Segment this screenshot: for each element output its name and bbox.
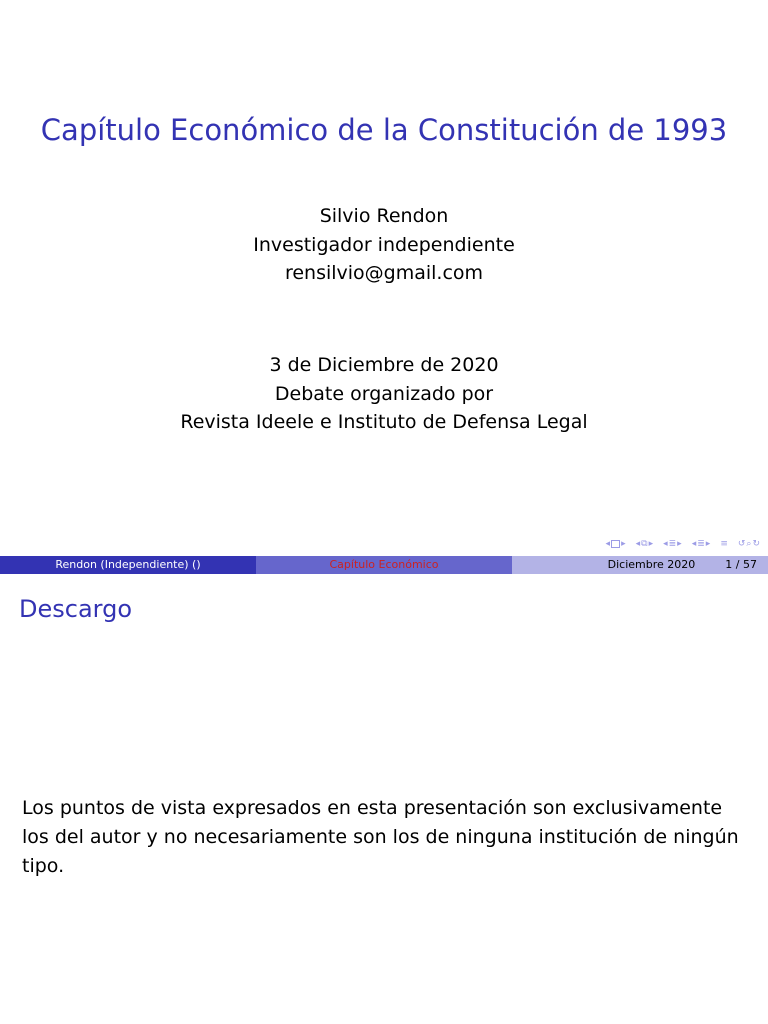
footline-right (512, 556, 768, 574)
author-affiliation: Investigador independiente (253, 233, 515, 256)
presentation-date: 3 de Diciembre de 2020 (269, 354, 499, 376)
nav-search-icon[interactable]: ↺ ⌕ ↻ (737, 539, 760, 549)
author-name: Silvio Rendon (319, 205, 449, 227)
footline-date: Diciembre 2020 (607, 558, 696, 571)
footline-short-title: Capítulo Económico (256, 556, 512, 574)
presentation-title: Capítulo Económico de la Constitución de 1993 (40, 113, 728, 147)
event-line-2: Revista Ideele e Instituto de Defensa Legal (180, 411, 588, 433)
frame-title: Descargo (19, 595, 133, 623)
date-block (0, 351, 768, 437)
nav-slide-icon[interactable]: ◂ ▸ (605, 539, 626, 549)
author-email: rensilvio@gmail.com (284, 262, 484, 284)
nav-subsection-icon[interactable]: ◂ ≣ ▸ (663, 539, 682, 549)
footline-author: Rendon (Independiente) () (0, 556, 256, 574)
nav-outline-icon[interactable]: ≡ (720, 539, 728, 549)
footline (0, 556, 768, 574)
author-block (0, 202, 768, 288)
nav-frame-icon[interactable]: ◂ ⧉ ▸ (635, 539, 654, 549)
disclaimer-text: Los puntos de vista expresados en esta presentación son exclusivamente los del autor y no necesariamente son los de ninguna institución de ningún tipo. (22, 797, 739, 877)
nav-section-icon[interactable]: ◂ ≣ ▸ (691, 539, 711, 549)
event-line-1: Debate organizado por (274, 382, 494, 405)
page-number: 1 / 57 (725, 558, 757, 571)
navigation-symbols (598, 537, 760, 551)
